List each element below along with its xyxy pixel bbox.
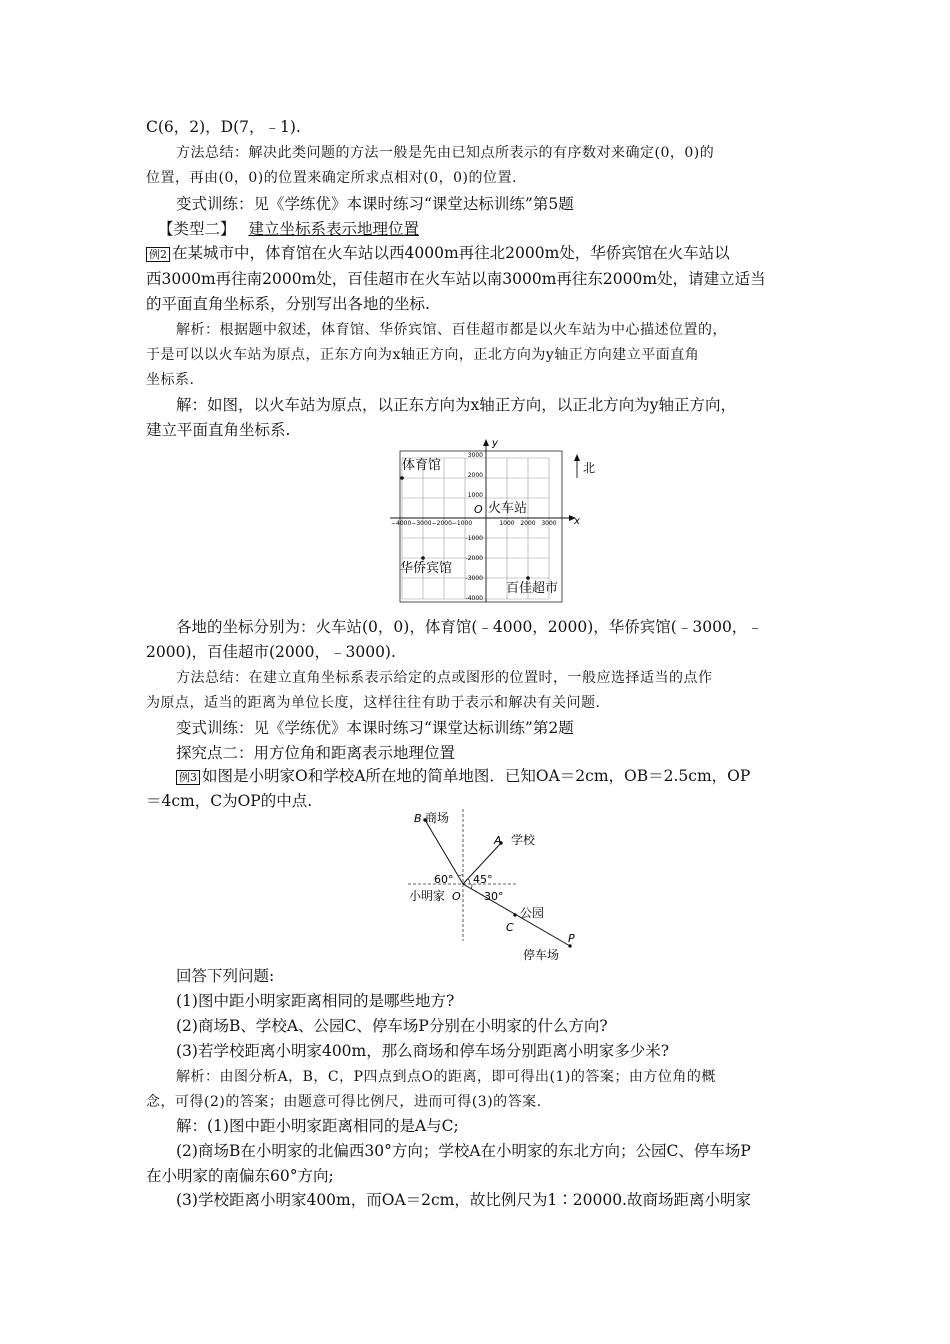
station-label: 火车站 <box>488 501 528 516</box>
text-line: 念，可得(2)的答案；由题意可得比例尺，进而可得(3)的答案. <box>146 1094 542 1110</box>
label-angle-45: 45° <box>473 873 493 886</box>
text-line: 位置，再由(0，0)的位置来确定所求点相对(0，0)的位置. <box>146 170 517 186</box>
x-tick-labels-negative: −4000−3000−2000−1000 <box>391 520 473 527</box>
text-line: 方法总结：解决此类问题的方法一般是先由已知点所表示的有序数对来确定(0，0)的 <box>176 145 715 161</box>
y-axis-label: y <box>492 438 498 449</box>
label-c: C <box>506 921 514 934</box>
label-school: 学校 <box>511 833 536 847</box>
text-line: 各地的坐标分别为：火车站(0，0)，体育馆(﹣4000，2000)，华侨宾馆(﹣3000，﹣ <box>176 618 763 636</box>
label-parking: 停车场 <box>523 948 560 962</box>
text-line: (1)图中距小明家距离相同的是哪些地方? <box>176 992 455 1010</box>
label-b: B <box>414 812 422 825</box>
text-line: (2)商场B在小明家的北偏西30°方向；学校A在小明家的东北方向；公园C、停车场P <box>176 1142 751 1160</box>
example-line <box>146 243 730 263</box>
text-line: ＝4cm，C为OP的中点. <box>146 792 313 810</box>
x-axis-label: x <box>574 516 580 527</box>
svg-text:2000: 2000 <box>520 520 536 527</box>
text-line: 解：(1)图中距小明家距离相同的是A与C; <box>176 1117 459 1135</box>
angle-arc-30 <box>471 884 472 889</box>
text-line: C(6，2)，D(7，﹣1). <box>146 118 301 136</box>
text-line: (3)若学校距离小明家400m，那么商场和停车场分别距离小明家多少米? <box>176 1042 670 1060</box>
coordinate-figure <box>388 434 600 606</box>
label-home: 小明家 <box>409 889 446 903</box>
text-line: 在小明家的南偏东60°方向; <box>146 1167 334 1185</box>
north-label: 北 <box>583 461 596 475</box>
text-line: 变式训练：见《学练优》本课时练习“课堂达标训练”第2题 <box>176 719 574 737</box>
y-tick-labels <box>466 452 484 602</box>
market-point <box>526 576 530 580</box>
north-arrow-head <box>574 454 580 461</box>
svg-text:2000: 2000 <box>467 472 483 479</box>
svg-text:1000: 1000 <box>467 492 483 499</box>
svg-text:-2000: -2000 <box>465 555 483 562</box>
text-line: 2000)，百佳超市(2000，﹣3000). <box>146 643 396 661</box>
svg-text:-4000: -4000 <box>465 595 483 602</box>
label-o: O <box>452 890 461 903</box>
svg-text:3000: 3000 <box>541 520 557 527</box>
label-p: P <box>568 932 575 945</box>
text-line: 在某城市中，体育馆在火车站以西4000m再往北2000m处，华侨宾馆在火车站以 <box>172 244 730 262</box>
label-angle-30: 30° <box>484 890 504 903</box>
label-park: 公园 <box>520 906 545 920</box>
market-label: 百佳超市 <box>506 581 559 596</box>
text-line: 解析：由图分析A，B，C，P四点到点O的距离，即可得出(1)的答案；由方位角的概 <box>176 1069 716 1085</box>
point-c <box>513 913 516 916</box>
example-badge: 例3 <box>176 770 200 785</box>
x-tick-labels-positive <box>499 520 556 527</box>
label-mall: 商场 <box>425 811 450 825</box>
text-line: 于是可以以火车站为原点，正东方向为x轴正方向，正北方向为y轴正方向建立平面直角 <box>146 347 700 363</box>
section-heading <box>158 219 419 239</box>
text-line: (3)学校距离小明家400m，而OA＝2cm，故比例尺为1∶20000.故商场距离小明家 <box>176 1191 751 1209</box>
svg-text:1000: 1000 <box>499 520 515 527</box>
direction-map-figure <box>398 806 588 964</box>
section-title: 建立坐标系表示地理位置 <box>248 220 419 238</box>
svg-text:-1000: -1000 <box>465 535 483 542</box>
example-line <box>176 766 750 786</box>
text-line: 方法总结：在建立直角坐标系表示给定的点或图形的位置时，一般应选择适当的点作 <box>176 670 713 686</box>
angle-arc-60 <box>458 875 463 876</box>
angle-arc-45 <box>468 879 470 884</box>
label-angle-60: 60° <box>434 873 454 886</box>
text-line: (2)商场B、学校A、公园C、停车场P分别在小明家的什么方向? <box>176 1017 608 1035</box>
text-line: 的平面直角坐标系，分别写出各地的坐标. <box>146 295 430 313</box>
text-line: 回答下列问题: <box>176 967 275 985</box>
example-badge: 例2 <box>146 247 170 262</box>
text-line: 解：如图，以火车站为原点，以正东方向为x轴正方向，以正北方向为y轴正方向， <box>176 396 737 414</box>
svg-text:-3000: -3000 <box>465 575 483 582</box>
text-line: 如图是小明家O和学校A所在地的简单地图．已知OA＝2cm，OB＝2.5cm，OP <box>202 767 751 785</box>
origin-label: O <box>474 503 483 516</box>
gym-label: 体育馆 <box>402 458 442 473</box>
y-axis-arrow <box>483 439 489 446</box>
text-line: 坐标系. <box>146 372 195 388</box>
text-line: 变式训练：见《学练优》本课时练习“课堂达标训练”第5题 <box>176 195 574 213</box>
text-line: 建立平面直角坐标系. <box>146 421 291 439</box>
text-line: 探究点二：用方位角和距离表示地理位置 <box>176 744 456 762</box>
text-line: 西3000m再往南2000m处，百佳超市在火车站以南3000m再往东2000m处，请建立适当 <box>146 270 766 288</box>
hotel-label: 华侨宾馆 <box>400 561 453 576</box>
label-a: A <box>494 834 502 847</box>
gym-point <box>400 476 404 480</box>
svg-text:3000: 3000 <box>467 452 483 459</box>
text-line: 解析：根据题中叙述，体育馆、华侨宾馆、百佳超市都是以火车站为中心描述位置的， <box>176 322 727 338</box>
text-line: 为原点，适当的距离为单位长度，这样往往有助于表示和解决有关问题. <box>146 695 601 711</box>
hotel-point <box>421 556 425 560</box>
section-tag: 【类型二】 <box>158 220 236 238</box>
